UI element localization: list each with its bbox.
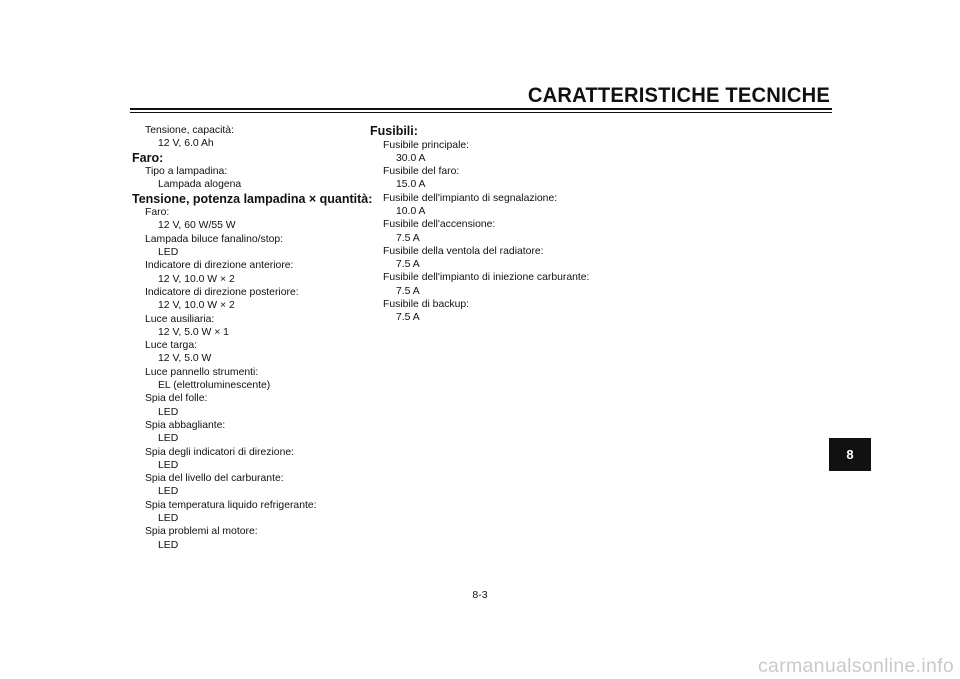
section-heading: Fusibili: [370,124,418,138]
spec-value: 30.0 A [396,152,426,164]
spec-label: Spia abbagliante: [145,419,226,431]
spec-value: 12 V, 6.0 Ah [158,138,214,150]
spec-label: Faro: [145,207,170,219]
right-column [370,124,670,325]
spec-label: Fusibile dell'impianto di iniezione carburante: [383,272,590,284]
spec-label: Fusibile del faro: [383,166,460,178]
spec-label: Spia degli indicatori di direzione: [145,446,295,458]
spec-value: Lampada alogena [158,179,242,191]
spec-label: Spia del livello del carburante: [145,473,284,485]
spec-label: Luce pannello strumenti: [145,366,259,378]
section-heading: Tensione, potenza lampadina × quantità: [132,191,373,206]
spec-value: 7.5 A [396,232,420,244]
spec-label: Luce targa: [145,340,197,352]
spec-value: 15.0 A [396,179,426,191]
spec-value: 12 V, 10.0 W × 2 [158,300,235,312]
spec-label: Indicatore di direzione posteriore: [145,286,299,298]
spec-value: LED [158,433,179,445]
spec-label: Tipo a lampadina: [145,166,228,178]
spec-label: Spia problemi al motore: [145,526,258,538]
spec-label: Spia del folle: [145,393,208,405]
header-rule-thick [130,108,832,110]
header-rule-thin [130,112,832,113]
page-title: CARATTERISTICHE TECNICHE [527,84,830,107]
spec-value: LED [158,513,179,525]
spec-value: 7.5 A [396,259,420,271]
watermark: carmanualsonline.info [758,655,954,677]
spec-value: LED [158,406,179,418]
spec-label: Indicatore di direzione anteriore: [145,260,294,272]
spec-label: Spia temperatura liquido refrigerante: [145,499,317,511]
spec-value: LED [158,459,179,471]
spec-label: Luce ausiliaria: [145,313,215,325]
spec-value: 12 V, 5.0 W × 1 [158,326,229,338]
spec-label: Fusibile di backup: [383,299,470,311]
spec-value: 12 V, 10.0 W × 2 [158,273,235,285]
spec-label: Fusibile dell'accensione: [383,219,496,231]
chapter-tab[interactable]: 8 [829,438,871,471]
spec-label: Fusibile principale: [383,139,470,151]
spec-value: LED [158,539,179,551]
spec-value: 10.0 A [396,205,426,217]
spec-value: 7.5 A [396,312,420,324]
section-heading: Faro: [132,150,164,165]
spec-value: 12 V, 5.0 W [158,353,212,365]
spec-value: 7.5 A [396,285,420,297]
spec-value: EL (elettroluminescente) [158,380,271,392]
spec-label: Lampada biluce fanalino/stop: [145,233,284,245]
spec-label: Tensione, capacità: [145,125,234,136]
spec-label: Fusibile della ventola del radiatore: [383,245,544,257]
spec-value: LED [158,247,179,259]
left-column [132,124,372,552]
spec-value: LED [158,486,179,498]
spec-label: Fusibile dell'impianto di segnalazione: [383,192,558,204]
page-number: 8-3 [472,589,488,601]
spec-value: 12 V, 60 W/55 W [158,220,236,232]
